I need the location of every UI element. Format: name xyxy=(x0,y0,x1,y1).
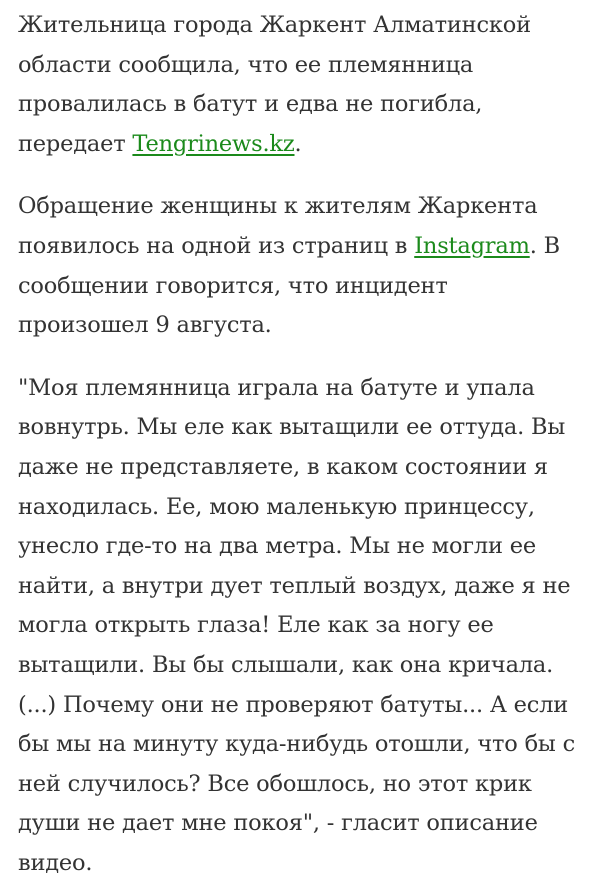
paragraph-2 xyxy=(18,187,582,345)
paragraph-1-end: . xyxy=(294,130,302,157)
paragraph-2-end: . В сообщении говорится, что инцидент произошел 9 августа. xyxy=(18,232,560,339)
paragraph-2-text: Обращение женщины к жителям Жаркента появилось на одной из страниц в xyxy=(18,193,538,259)
instagram-link[interactable]: Instagram xyxy=(414,232,530,259)
tengrinews-link[interactable]: Tengrinews.kz xyxy=(132,130,295,157)
paragraph-1-text: Жительница города Жаркент Алматинской области сообщила, что ее племянница провалилась в батут и едва не погибла, передает xyxy=(18,12,531,157)
paragraph-3-quote: "Моя племянница играла на батуте и упала вовнутрь. Мы еле как вытащили ее оттуда. Вы даже не представляете, в каком состоянии я находилась. Ее, мою маленькую принцессу, унесло где-то на два метра. Мы не могли ее найти, а внутри дует теплый воздух, даже я не могла открыть глаза! Еле как за ногу ее вытащили. Вы бы слышали, как она кричала. (...) Почему они не проверяют батуты... А если бы мы на минуту куда-нибудь отошли, что бы с ней случилось? Все обошлось, но этот крик души не дает мне покоя", - гласит описание видео. xyxy=(18,374,575,876)
paragraph-1 xyxy=(18,6,582,164)
